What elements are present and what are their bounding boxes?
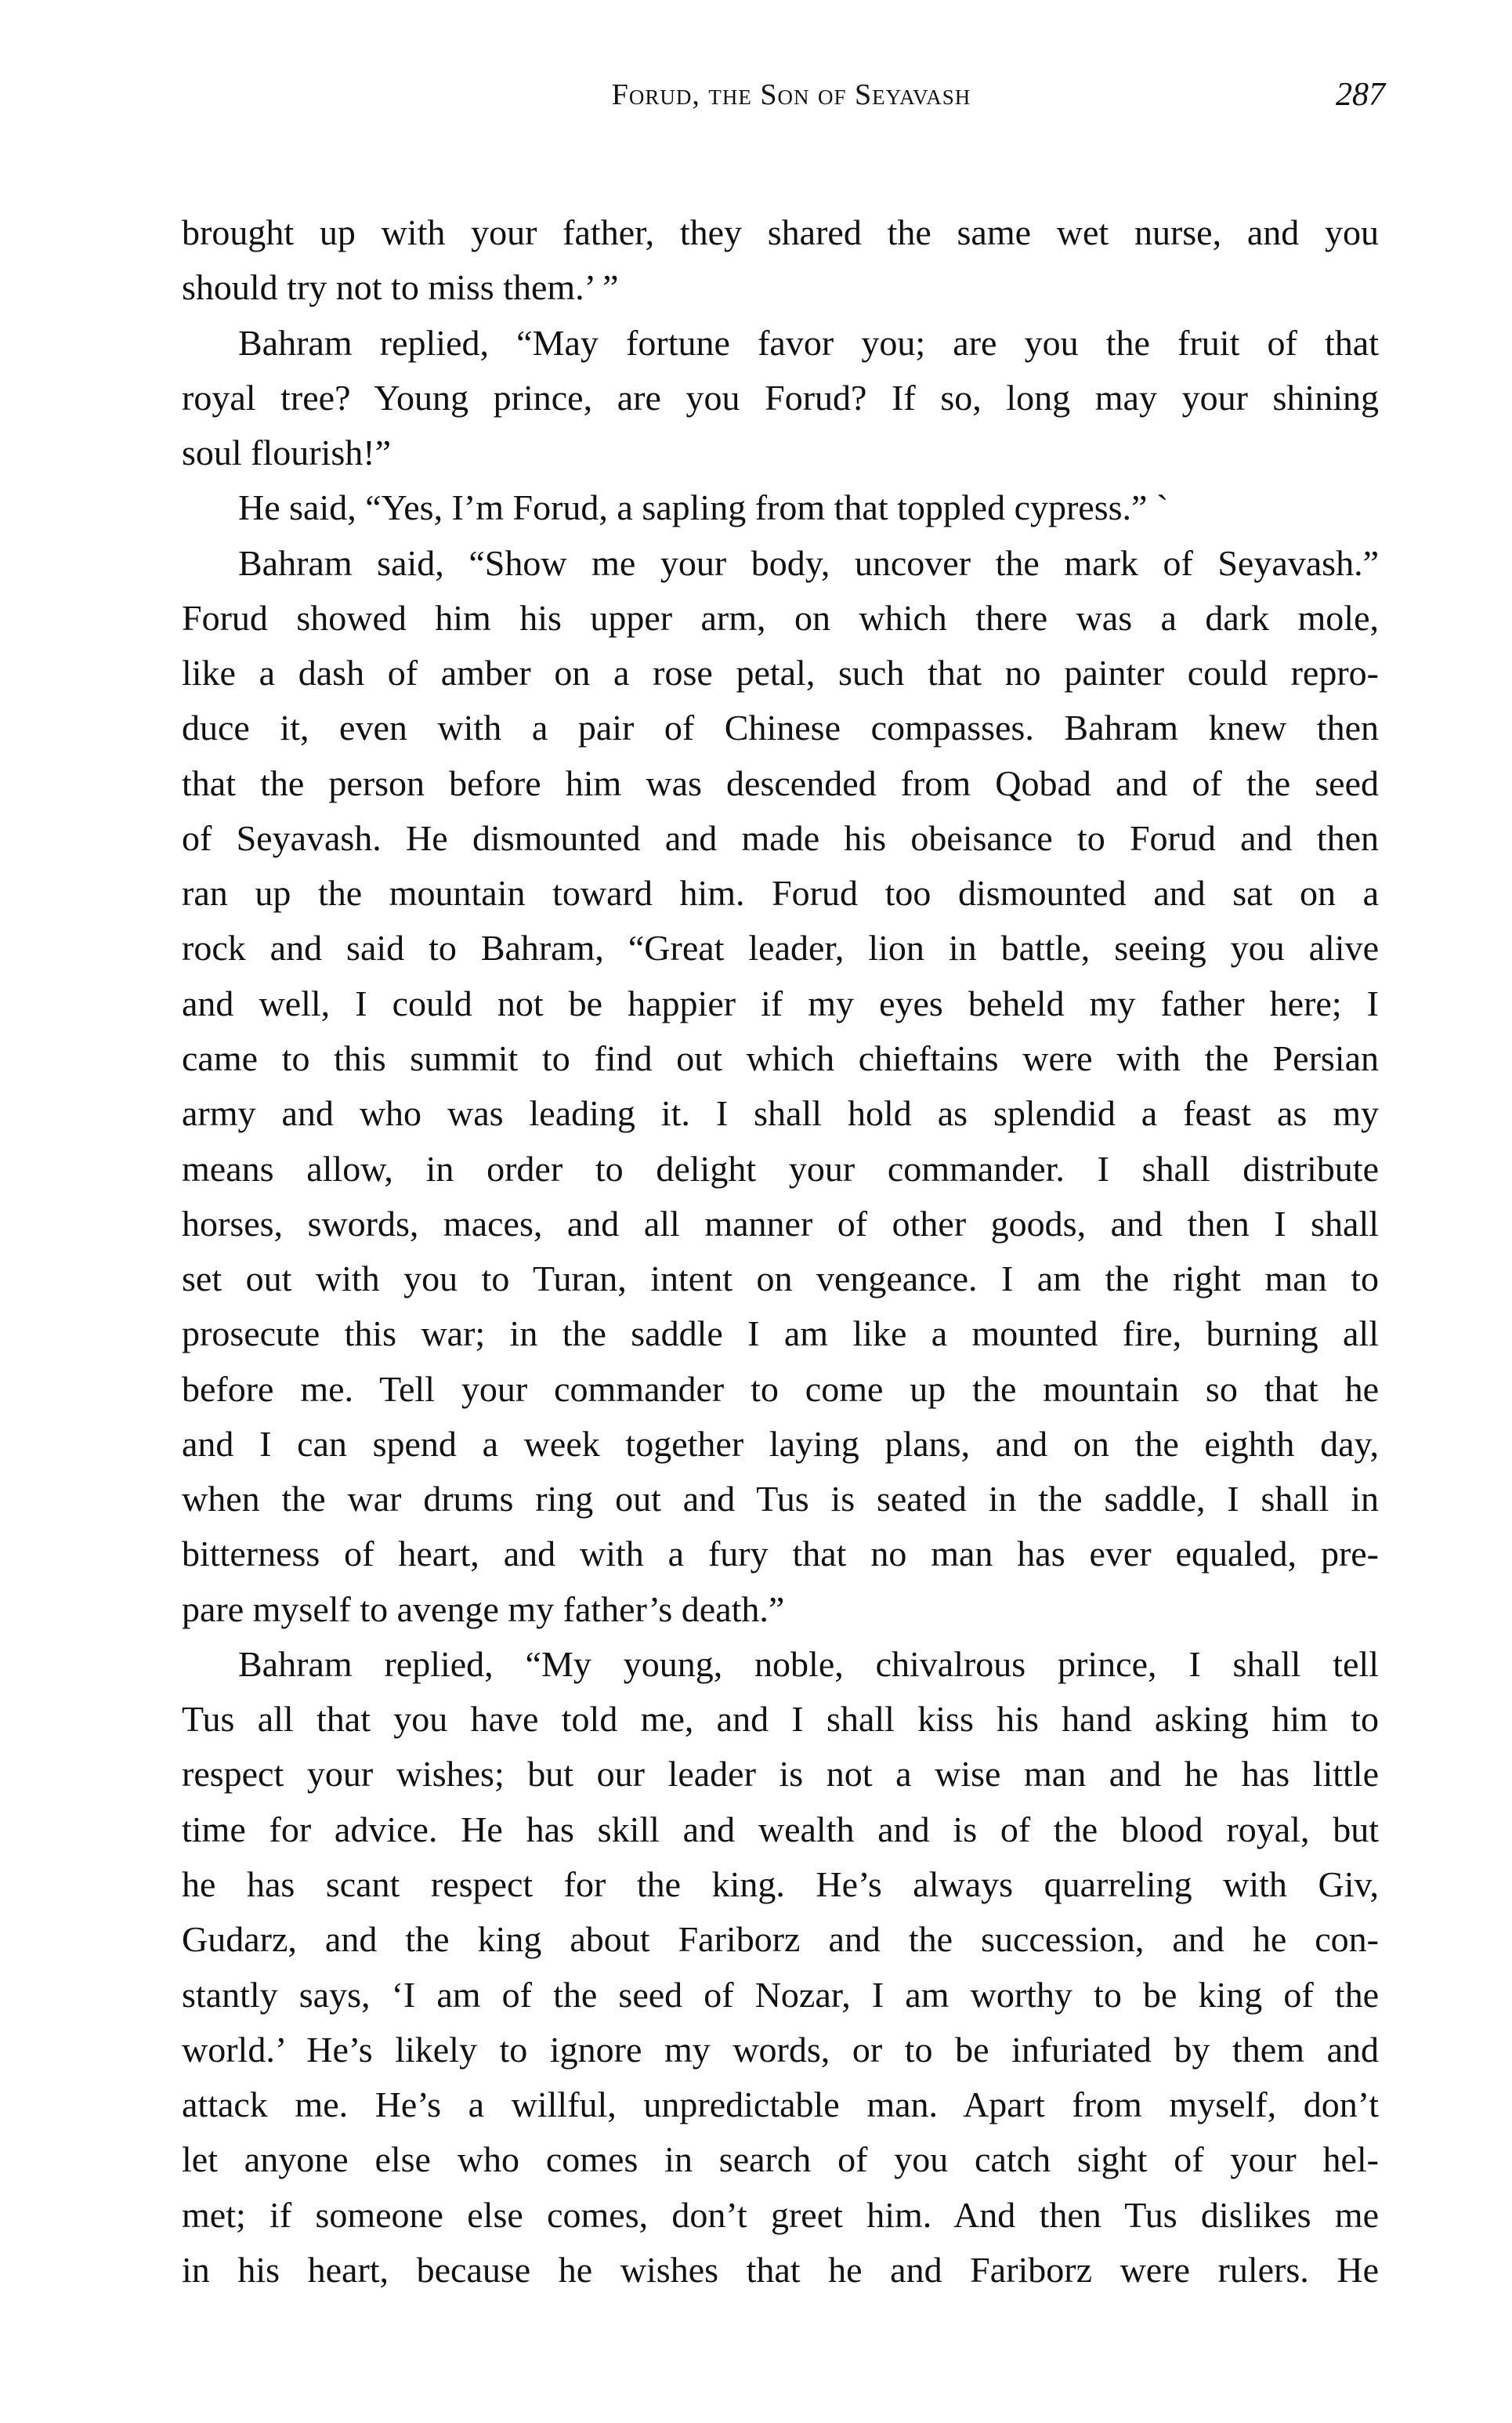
body-text [182,205,1379,2298]
text-line: of Seyavash. He dismounted and made his obeisance to Forud and then [182,817,1379,858]
text-line: and well, I could not be happier if my eyes beheld my father here; I [182,983,1379,1023]
text-line: He said, “Yes, I’m Forud, a sapling from that toppled cypress.” ˋ [238,487,1169,528]
text-line: Bahram replied, “My young, noble, chivalrous prince, I shall tell [238,1643,1379,1684]
text-line: rock and said to Bahram, “Great leader, lion in battle, seeing you alive [182,928,1379,969]
text-line: soul flourish!” [182,433,392,473]
text-line: set out with you to Turan, intent on vengeance. I am the right man to [182,1259,1379,1299]
text-line: brought up with your father, they shared the same wet nurse, and you [182,212,1379,252]
text-line: duce it, even with a pair of Chinese compasses. Bahram knew then [182,708,1379,748]
text-line: means allow, in order to delight your commander. I shall distribute [182,1148,1379,1189]
text-line: he has scant respect for the king. He’s always quarreling with Giv, [182,1863,1379,1904]
text-line: respect your wishes; but our leader is not a wise man and he has little [182,1754,1379,1795]
text-line: Forud showed him his upper arm, on which there was a dark mole, [182,597,1379,638]
text-line: time for advice. He has skill and wealth and is of the blood royal, but [182,1809,1379,1849]
text-line: stantly says, ‘I am of the seed of Nozar, I am worthy to be king of the [182,1974,1379,2015]
text-line: in his heart, because he wishes that he and Fariborz were rulers. He [182,2249,1379,2290]
text-line: Bahram said, “Show me your body, uncover the mark of Seyavash.” [238,542,1379,583]
text-line: Bahram replied, “May fortune favor you; are you the fruit of that [238,322,1379,363]
text-line: pare myself to avenge my father’s death.” [182,1588,785,1629]
text-line: bitterness of heart, and with a fury that no man has ever equaled, pre- [182,1534,1379,1574]
text-line: world.’ He’s likely to ignore my words, or to be infuriated by them and [182,2029,1379,2070]
text-line: ran up the mountain toward him. Forud too dismounted and sat on a [182,873,1379,914]
chapter-title: Forud, the Son of Seyavash [611,78,971,111]
text-line: like a dash of amber on a rose petal, such that no painter could repro- [182,653,1379,694]
text-line: and I can spend a week together laying plans, and on the eighth day, [182,1423,1379,1464]
text-line: Gudarz, and the king about Fariborz and the succession, and he con- [182,1919,1379,1960]
text-line: attack me. He’s a willful, unpredictable man. Apart from myself, don’t [182,2084,1379,2125]
page-number: 287 [1336,77,1385,113]
text-line: army and who was leading it. I shall hold as splendid a feast as my [182,1093,1379,1134]
text-line: prosecute this war; in the saddle I am like a mounted fire, burning all [182,1313,1379,1354]
text-line: before me. Tell your commander to come up the mountain so that he [182,1368,1379,1409]
text-line: horses, swords, maces, and all manner of other goods, and then I shall [182,1203,1379,1244]
text-line: Tus all that you have told me, and I shall kiss his hand asking him to [182,1699,1379,1740]
text-line: met; if someone else comes, don’t greet him. And then Tus dislikes me [182,2194,1379,2235]
text-line: should try not to miss them.’ ” [182,267,619,308]
text-line: when the war drums ring out and Tus is seated in the saddle, I shall in [182,1479,1379,1519]
text-line: let anyone else who comes in search of you catch sight of your hel- [182,2139,1379,2180]
text-line: that the person before him was descended from Qobad and of the seed [182,762,1379,803]
text-line: came to this summit to find out which chieftains were with the Persian [182,1038,1379,1078]
running-head [0,75,1512,114]
text-line: royal tree? Young prince, are you Forud? If so, long may your shining [182,377,1379,418]
